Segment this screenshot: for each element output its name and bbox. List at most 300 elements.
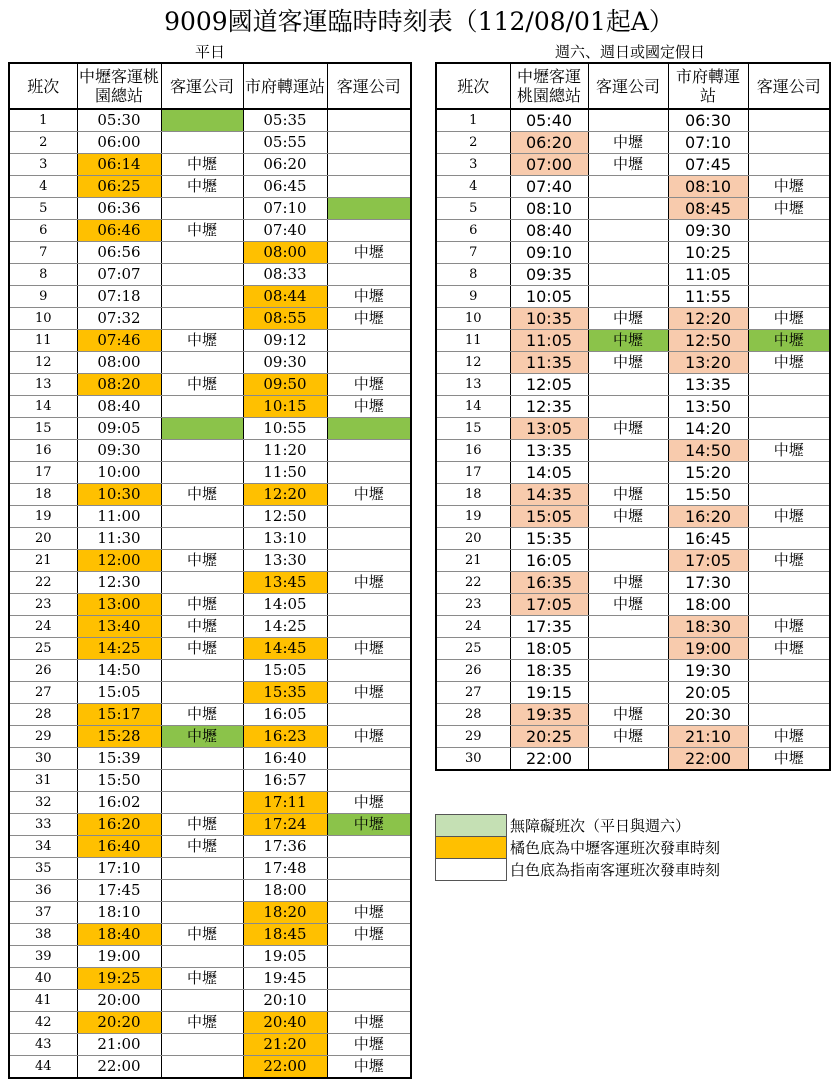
table-row: [9, 352, 411, 374]
city-hall-depart-time: 15:50: [668, 484, 748, 506]
zhongli-company: [588, 264, 668, 286]
city-hall-company: 中壢: [327, 902, 411, 924]
zhongli-company: [161, 946, 243, 968]
zhongli-depart-time: 16:20: [77, 814, 161, 836]
table-row: [436, 572, 830, 594]
zhongli-company: 中壢: [161, 968, 243, 990]
table-row: [436, 198, 830, 220]
city-hall-depart-time: 05:55: [243, 132, 327, 154]
city-hall-depart-time: 14:25: [243, 616, 327, 638]
trip-number: 39: [9, 946, 77, 968]
table-row: [9, 990, 411, 1012]
city-hall-depart-time: 21:20: [243, 1034, 327, 1056]
zhongli-company: [161, 198, 243, 220]
city-hall-depart-time: 09:30: [243, 352, 327, 374]
city-hall-depart-time: 19:45: [243, 968, 327, 990]
table-row: [9, 506, 411, 528]
trip-number: 2: [9, 132, 77, 154]
city-hall-company: [327, 946, 411, 968]
table-row: [436, 484, 830, 506]
city-hall-company: [748, 132, 830, 154]
table-row: [436, 704, 830, 726]
trip-number: 13: [9, 374, 77, 396]
city-hall-depart-time: 11:50: [243, 462, 327, 484]
table-row: [9, 132, 411, 154]
zhongli-depart-time: 18:05: [510, 638, 588, 660]
table-row: [436, 396, 830, 418]
city-hall-company: [327, 506, 411, 528]
city-hall-company: 中壢: [748, 330, 830, 352]
table-row: [9, 902, 411, 924]
table-row: [436, 109, 830, 132]
table-row: [9, 330, 411, 352]
zhongli-depart-time: 06:46: [77, 220, 161, 242]
zhongli-company: [588, 638, 668, 660]
city-hall-company: [327, 154, 411, 176]
table-row: [436, 616, 830, 638]
table-row: [9, 880, 411, 902]
legend-item: [436, 815, 755, 837]
table-row: [9, 484, 411, 506]
trip-number: 28: [9, 704, 77, 726]
city-hall-company: 中壢: [327, 308, 411, 330]
city-hall-depart-time: 19:30: [668, 660, 748, 682]
city-hall-company: [327, 176, 411, 198]
table-row: [9, 660, 411, 682]
city-hall-company: 中壢: [327, 792, 411, 814]
trip-number: 4: [9, 176, 77, 198]
trip-number: 37: [9, 902, 77, 924]
zhongli-depart-time: 08:40: [77, 396, 161, 418]
zhongli-company: 中壢: [161, 704, 243, 726]
zhongli-company: [588, 528, 668, 550]
city-hall-company: [327, 660, 411, 682]
zhongli-company: [161, 418, 243, 440]
zhongli-company: [161, 660, 243, 682]
zhongli-depart-time: 21:00: [77, 1034, 161, 1056]
zhongli-depart-time: 13:35: [510, 440, 588, 462]
city-hall-depart-time: 22:00: [668, 748, 748, 771]
zhongli-company: [161, 902, 243, 924]
zhongli-depart-time: 16:02: [77, 792, 161, 814]
zhongli-company: 中壢: [588, 726, 668, 748]
city-hall-depart-time: 13:50: [668, 396, 748, 418]
city-hall-depart-time: 15:20: [668, 462, 748, 484]
table-row: [9, 858, 411, 880]
trip-number: 27: [436, 682, 510, 704]
header-zhongli-terminal: 中壢客運桃園總站: [510, 63, 588, 109]
city-hall-depart-time: 10:55: [243, 418, 327, 440]
zhongli-company: [161, 462, 243, 484]
zhongli-company: [161, 858, 243, 880]
zhongli-depart-time: 07:00: [510, 154, 588, 176]
zhongli-company: [161, 770, 243, 792]
zhongli-depart-time: 18:35: [510, 660, 588, 682]
city-hall-company: [327, 352, 411, 374]
table-row: [9, 550, 411, 572]
city-hall-company: 中壢: [327, 814, 411, 836]
city-hall-depart-time: 17:30: [668, 572, 748, 594]
zhongli-company: 中壢: [161, 154, 243, 176]
table-row: [436, 176, 830, 198]
trip-number: 22: [9, 572, 77, 594]
trip-number: 24: [9, 616, 77, 638]
zhongli-depart-time: 10:30: [77, 484, 161, 506]
trip-number: 14: [9, 396, 77, 418]
trip-number: 38: [9, 924, 77, 946]
table-row: [9, 638, 411, 660]
zhongli-depart-time: 08:00: [77, 352, 161, 374]
zhongli-company: 中壢: [161, 176, 243, 198]
page-title: 9009國道客運臨時時刻表（112/08/01起A）: [164, 7, 674, 36]
legend: [435, 814, 755, 881]
city-hall-company: 中壢: [327, 726, 411, 748]
city-hall-depart-time: 06:30: [668, 109, 748, 132]
zhongli-depart-time: 12:05: [510, 374, 588, 396]
zhongli-company: [588, 109, 668, 132]
city-hall-depart-time: 10:15: [243, 396, 327, 418]
trip-number: 30: [9, 748, 77, 770]
header-trip-no: 班次: [436, 63, 510, 109]
table-row: [9, 968, 411, 990]
city-hall-company: 中壢: [748, 440, 830, 462]
trip-number: 5: [9, 198, 77, 220]
zhongli-depart-time: 22:00: [510, 748, 588, 771]
city-hall-depart-time: 09:50: [243, 374, 327, 396]
zhongli-company: 中壢: [588, 594, 668, 616]
zhongli-depart-time: 06:56: [77, 242, 161, 264]
table-row: [436, 594, 830, 616]
zhongli-depart-time: 13:05: [510, 418, 588, 440]
legend-text-zhongli: 橘色底為中壢客運班次發車時刻: [510, 838, 721, 857]
zhongli-depart-time: 19:25: [77, 968, 161, 990]
city-hall-depart-time: 16:23: [243, 726, 327, 748]
city-hall-company: 中壢: [748, 550, 830, 572]
city-hall-depart-time: 07:45: [668, 154, 748, 176]
city-hall-depart-time: 13:45: [243, 572, 327, 594]
trip-number: 8: [9, 264, 77, 286]
city-hall-depart-time: 17:11: [243, 792, 327, 814]
table-row: [9, 308, 411, 330]
city-hall-company: 中壢: [327, 286, 411, 308]
zhongli-depart-time: 16:05: [510, 550, 588, 572]
city-hall-depart-time: 06:45: [243, 176, 327, 198]
trip-number: 15: [9, 418, 77, 440]
table-row: [9, 748, 411, 770]
table-header-row: [436, 63, 830, 109]
trip-number: 33: [9, 814, 77, 836]
trip-number: 9: [436, 286, 510, 308]
city-hall-depart-time: 20:30: [668, 704, 748, 726]
city-hall-company: 中壢: [327, 1034, 411, 1056]
table-row: [9, 704, 411, 726]
city-hall-company: 中壢: [748, 506, 830, 528]
trip-number: 43: [9, 1034, 77, 1056]
table-row: [436, 528, 830, 550]
city-hall-depart-time: 12:20: [243, 484, 327, 506]
zhongli-depart-time: 16:40: [77, 836, 161, 858]
zhongli-depart-time: 18:10: [77, 902, 161, 924]
trip-number: 10: [436, 308, 510, 330]
city-hall-company: [327, 528, 411, 550]
table-row: [9, 418, 411, 440]
city-hall-company: [748, 462, 830, 484]
zhongli-company: 中壢: [161, 814, 243, 836]
zhongli-depart-time: 09:05: [77, 418, 161, 440]
table-row: [9, 396, 411, 418]
weekend-rows: [436, 109, 830, 770]
table-row: [436, 308, 830, 330]
zhongli-company: 中壢: [161, 638, 243, 660]
header-company: 客運公司: [161, 63, 243, 109]
city-hall-depart-time: 11:05: [668, 264, 748, 286]
zhongli-company: [161, 396, 243, 418]
table-row: [9, 374, 411, 396]
trip-number: 25: [436, 638, 510, 660]
zhongli-depart-time: 15:05: [77, 682, 161, 704]
zhongli-depart-time: 15:50: [77, 770, 161, 792]
zhongli-company: 中壢: [588, 308, 668, 330]
city-hall-depart-time: 07:10: [243, 198, 327, 220]
zhongli-depart-time: 19:00: [77, 946, 161, 968]
table-row: [436, 132, 830, 154]
trip-number: 17: [436, 462, 510, 484]
table-row: [436, 748, 830, 771]
city-hall-depart-time: 08:00: [243, 242, 327, 264]
city-hall-company: 中壢: [327, 484, 411, 506]
table-row: [436, 682, 830, 704]
zhongli-depart-time: 14:35: [510, 484, 588, 506]
city-hall-company: [327, 132, 411, 154]
city-hall-company: [327, 330, 411, 352]
table-row: [9, 528, 411, 550]
trip-number: 16: [436, 440, 510, 462]
zhongli-depart-time: 08:40: [510, 220, 588, 242]
city-hall-company: 中壢: [327, 1012, 411, 1034]
city-hall-company: [327, 616, 411, 638]
zhongli-depart-time: 12:35: [510, 396, 588, 418]
zhongli-company: 中壢: [588, 506, 668, 528]
zhongli-company: [161, 286, 243, 308]
table-row: [9, 1056, 411, 1079]
weekend-timetable: [435, 62, 831, 771]
zhongli-depart-time: 11:00: [77, 506, 161, 528]
zhongli-company: 中壢: [588, 154, 668, 176]
city-hall-company: [748, 682, 830, 704]
legend-text-zhinan: 白色底為指南客運班次發車時刻: [510, 860, 721, 879]
city-hall-company: 中壢: [748, 638, 830, 660]
zhongli-company: 中壢: [161, 1012, 243, 1034]
table-row: [9, 242, 411, 264]
zhongli-company: 中壢: [588, 352, 668, 374]
city-hall-depart-time: 13:30: [243, 550, 327, 572]
table-row: [436, 264, 830, 286]
legend-text-accessible: 無障礙班次（平日與週六）: [510, 816, 691, 835]
city-hall-depart-time: 16:40: [243, 748, 327, 770]
zhongli-company: [161, 1056, 243, 1079]
table-row: [9, 572, 411, 594]
table-row: [9, 286, 411, 308]
city-hall-company: [327, 109, 411, 132]
city-hall-depart-time: 18:30: [668, 616, 748, 638]
trip-number: 18: [9, 484, 77, 506]
city-hall-company: [748, 242, 830, 264]
zhongli-depart-time: 15:28: [77, 726, 161, 748]
zhongli-company: 中壢: [161, 484, 243, 506]
table-row: [9, 440, 411, 462]
city-hall-depart-time: 17:24: [243, 814, 327, 836]
city-hall-company: [748, 528, 830, 550]
zhongli-company: 中壢: [588, 484, 668, 506]
city-hall-depart-time: 08:55: [243, 308, 327, 330]
trip-number: 4: [436, 176, 510, 198]
zhongli-company: 中壢: [161, 220, 243, 242]
zhongli-depart-time: 22:00: [77, 1056, 161, 1079]
table-row: [9, 176, 411, 198]
zhongli-company: [161, 506, 243, 528]
trip-number: 6: [9, 220, 77, 242]
zhongli-depart-time: 14:50: [77, 660, 161, 682]
zhongli-depart-time: 15:17: [77, 704, 161, 726]
city-hall-depart-time: 10:25: [668, 242, 748, 264]
weekday-caption: 平日: [194, 43, 225, 61]
city-hall-depart-time: 11:20: [243, 440, 327, 462]
zhongli-company: [161, 1034, 243, 1056]
legend-swatch-zhinan: [436, 859, 507, 881]
city-hall-company: [327, 462, 411, 484]
trip-number: 5: [436, 198, 510, 220]
zhongli-company: 中壢: [588, 132, 668, 154]
zhongli-depart-time: 07:32: [77, 308, 161, 330]
trip-number: 7: [436, 242, 510, 264]
city-hall-depart-time: 21:10: [668, 726, 748, 748]
table-row: [436, 462, 830, 484]
table-row: [9, 792, 411, 814]
trip-number: 24: [436, 616, 510, 638]
table-row: [9, 726, 411, 748]
city-hall-depart-time: 15:35: [243, 682, 327, 704]
header-company: 客運公司: [327, 63, 411, 109]
trip-number: 20: [436, 528, 510, 550]
trip-number: 27: [9, 682, 77, 704]
zhongli-company: [588, 198, 668, 220]
trip-number: 42: [9, 1012, 77, 1034]
zhongli-company: 中壢: [588, 330, 668, 352]
city-hall-depart-time: 20:40: [243, 1012, 327, 1034]
city-hall-depart-time: 09:30: [668, 220, 748, 242]
zhongli-depart-time: 10:05: [510, 286, 588, 308]
trip-number: 16: [9, 440, 77, 462]
table-row: [9, 814, 411, 836]
zhongli-depart-time: 07:07: [77, 264, 161, 286]
city-hall-depart-time: 16:57: [243, 770, 327, 792]
zhongli-company: [588, 440, 668, 462]
trip-number: 11: [436, 330, 510, 352]
header-company: 客運公司: [588, 63, 668, 109]
zhongli-company: [161, 682, 243, 704]
city-hall-company: [327, 880, 411, 902]
trip-number: 19: [436, 506, 510, 528]
zhongli-company: [161, 264, 243, 286]
zhongli-company: [161, 528, 243, 550]
city-hall-depart-time: 17:48: [243, 858, 327, 880]
zhongli-company: [161, 990, 243, 1012]
table-header-row: [9, 63, 411, 109]
table-row: [9, 264, 411, 286]
city-hall-depart-time: 13:10: [243, 528, 327, 550]
zhongli-company: [588, 616, 668, 638]
city-hall-company: 中壢: [748, 748, 830, 771]
city-hall-depart-time: 16:20: [668, 506, 748, 528]
city-hall-depart-time: 05:35: [243, 109, 327, 132]
city-hall-company: [327, 264, 411, 286]
zhongli-company: 中壢: [588, 704, 668, 726]
zhongli-company: 中壢: [161, 924, 243, 946]
zhongli-depart-time: 07:18: [77, 286, 161, 308]
city-hall-company: [748, 660, 830, 682]
table-row: [9, 198, 411, 220]
trip-number: 3: [9, 154, 77, 176]
city-hall-depart-time: 18:00: [243, 880, 327, 902]
table-row: [436, 506, 830, 528]
header-company: 客運公司: [748, 63, 830, 109]
city-hall-depart-time: 22:00: [243, 1056, 327, 1079]
trip-number: 30: [436, 748, 510, 771]
header-city-hall-station: 市府轉運站: [243, 63, 327, 109]
city-hall-company: [748, 220, 830, 242]
city-hall-depart-time: 12:20: [668, 308, 748, 330]
trip-number: 3: [436, 154, 510, 176]
table-row: [9, 946, 411, 968]
trip-number: 20: [9, 528, 77, 550]
zhongli-depart-time: 06:36: [77, 198, 161, 220]
zhongli-depart-time: 09:30: [77, 440, 161, 462]
trip-number: 34: [9, 836, 77, 858]
zhongli-depart-time: 11:30: [77, 528, 161, 550]
zhongli-depart-time: 16:35: [510, 572, 588, 594]
zhongli-company: [161, 132, 243, 154]
table-row: [9, 154, 411, 176]
city-hall-depart-time: 15:05: [243, 660, 327, 682]
city-hall-company: [327, 968, 411, 990]
city-hall-company: [327, 594, 411, 616]
zhongli-company: [588, 682, 668, 704]
zhongli-depart-time: 15:39: [77, 748, 161, 770]
header-trip-no: 班次: [9, 63, 77, 109]
zhongli-company: 中壢: [588, 572, 668, 594]
city-hall-company: [748, 484, 830, 506]
zhongli-depart-time: 14:25: [77, 638, 161, 660]
trip-number: 29: [436, 726, 510, 748]
trip-number: 31: [9, 770, 77, 792]
city-hall-depart-time: 08:33: [243, 264, 327, 286]
city-hall-depart-time: 08:10: [668, 176, 748, 198]
zhongli-company: [588, 748, 668, 771]
city-hall-company: [327, 748, 411, 770]
city-hall-company: [748, 418, 830, 440]
city-hall-company: 中壢: [327, 374, 411, 396]
city-hall-depart-time: 08:45: [668, 198, 748, 220]
zhongli-depart-time: 06:25: [77, 176, 161, 198]
zhongli-depart-time: 13:00: [77, 594, 161, 616]
zhongli-depart-time: 15:05: [510, 506, 588, 528]
city-hall-depart-time: 06:20: [243, 154, 327, 176]
trip-number: 14: [436, 396, 510, 418]
zhongli-depart-time: 19:15: [510, 682, 588, 704]
zhongli-company: [161, 792, 243, 814]
zhongli-depart-time: 17:10: [77, 858, 161, 880]
city-hall-depart-time: 07:40: [243, 220, 327, 242]
